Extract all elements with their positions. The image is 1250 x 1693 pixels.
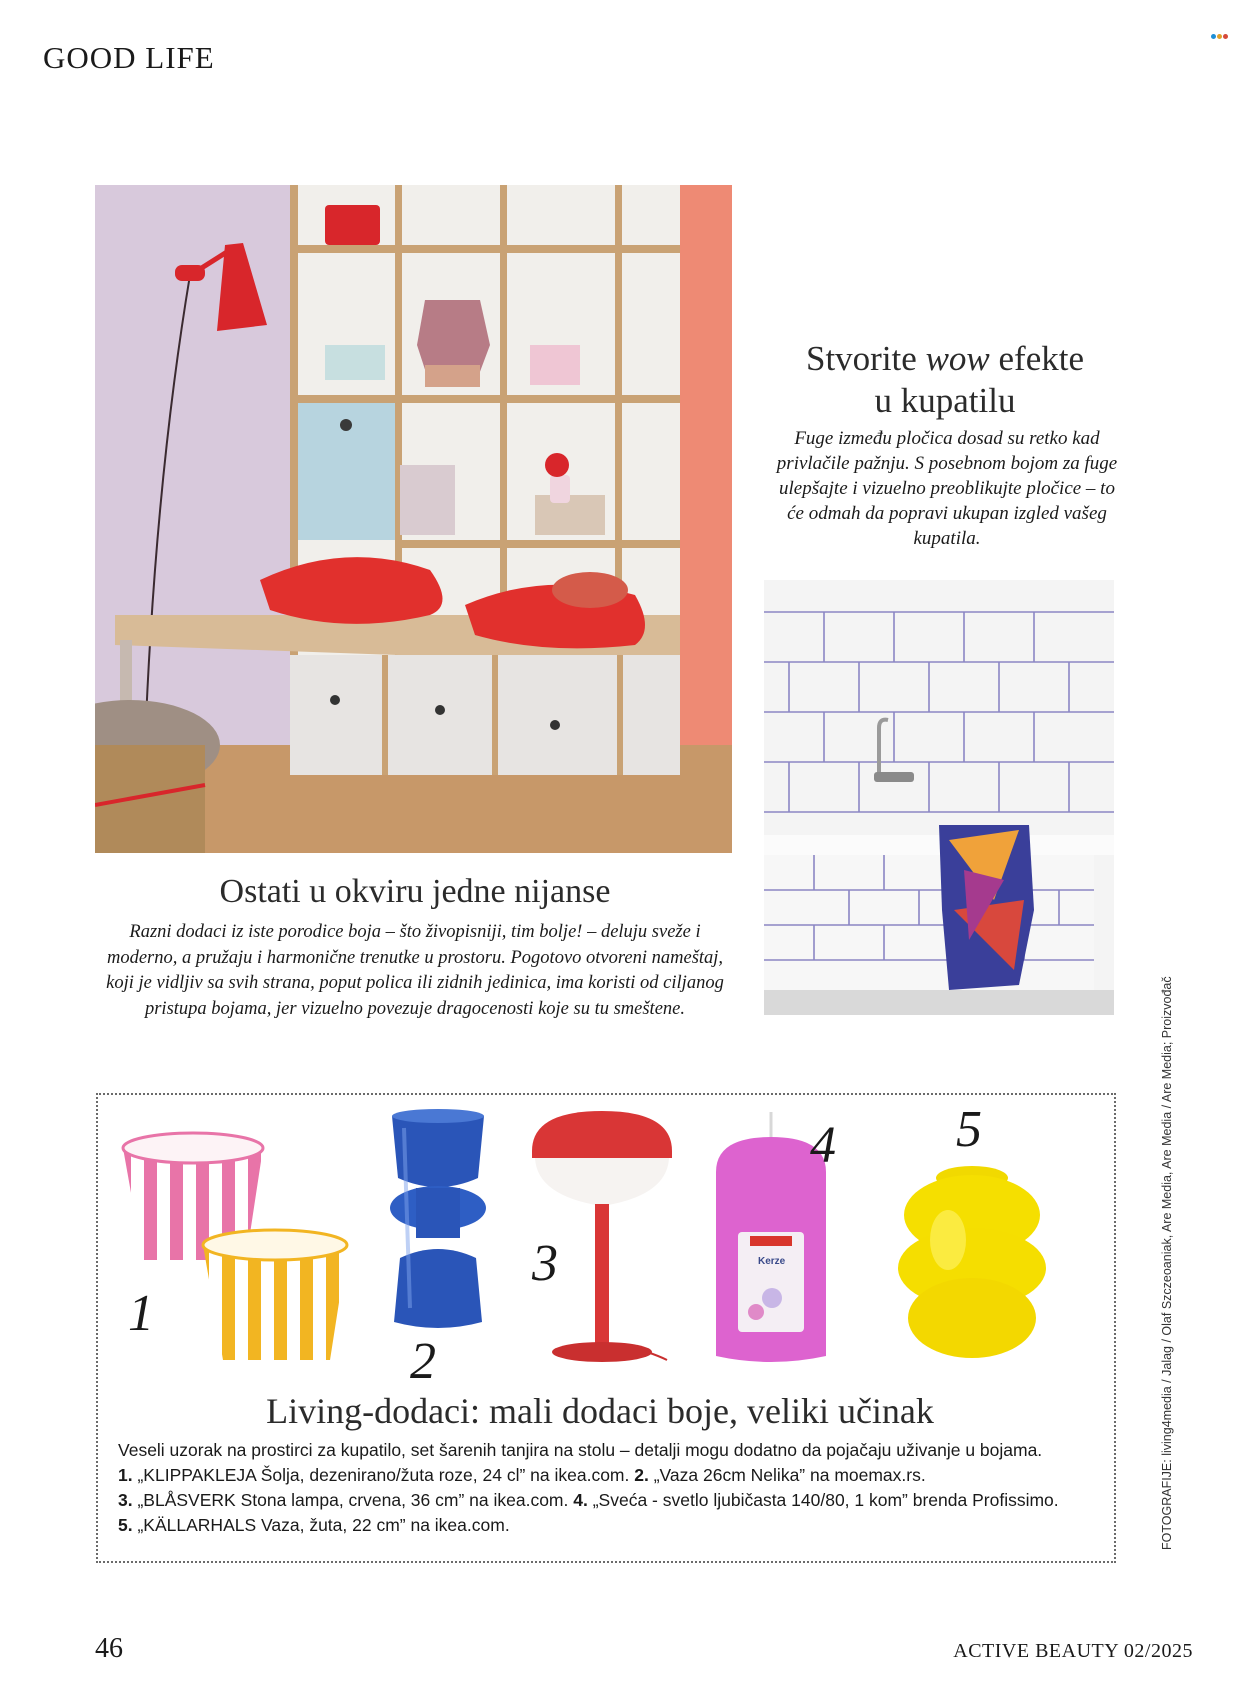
bathroom-title	[760, 338, 1130, 422]
bathroom-title-pre: Stvorite	[805, 339, 926, 378]
bathroom-illustration	[764, 580, 1114, 1015]
product-number-1: 1	[128, 1285, 154, 1342]
products-intro: Veseli uzorak na prostirci za kupatilo, set šarenih tanjira na stolu – detalji mogu dodatno da pojačaju uživanje u bojama.	[118, 1440, 1043, 1460]
shelf-illustration	[95, 185, 732, 853]
shelf-body: Razni dodaci iz iste porodice boja – što živopisniji, tim bolje! – deluju sveže i moderno, a pružaju i harmonične trenutke u prostoru. Pogotovo otvoreni nameštaj, koji je vidljiv sa svih strana, poput polica ili zidnih jedinica, ima koristi od ciljanog pristupa bojama, jer vizuelno povezuje dragocenosti koje su tu smeštene.	[106, 922, 724, 1019]
item-number: 1.	[118, 1465, 133, 1485]
yellow-vase-illustration	[898, 1160, 1046, 1368]
bathroom-title-em: wow	[925, 339, 990, 378]
bathroom-title-line2: u kupatilu	[874, 381, 1016, 420]
dot-red	[1223, 34, 1228, 39]
bathroom-body: Fuge između pločica dosad su retko kad privlačile pažnju. S posebnom bojom za fuge ulepšajte i vizuelno preoblikujte pločice – to će odmah da popravi ukupan izgled vašeg kupatila.	[776, 428, 1118, 549]
section-title: GOOD LIFE	[43, 40, 215, 75]
item-text: „BLÅSVERK Stona lampa, crvena, 36 cm” na ikea.com.	[137, 1490, 569, 1510]
product-yellow-vase	[898, 1160, 1046, 1368]
item-number: 5.	[118, 1515, 133, 1535]
product-blue-vase	[382, 1108, 494, 1332]
cups-illustration	[118, 1130, 358, 1380]
item-text: „KÄLLARHALS Vaza, žuta, 22 cm” na ikea.com.	[137, 1515, 510, 1535]
item-text: „Vaza 26cm Nelika” na moemax.rs.	[653, 1465, 926, 1485]
products-list-line-1	[118, 1463, 1108, 1488]
products-list-line-3	[118, 1513, 1108, 1538]
product-number-2: 2	[410, 1333, 436, 1390]
bathroom-photo	[764, 580, 1114, 1015]
candle-label: Kerze	[758, 1256, 786, 1267]
dot-orange	[1217, 34, 1222, 39]
item-number: 4.	[573, 1490, 588, 1510]
product-number-4: 4	[810, 1117, 836, 1174]
magazine-issue: ACTIVE BEAUTY 02/2025	[953, 1640, 1193, 1662]
dot-blue	[1211, 34, 1216, 39]
products-text	[118, 1438, 1108, 1538]
product-cups	[118, 1130, 358, 1380]
bathroom-heading	[760, 338, 1130, 422]
bathroom-title-post: efekte	[989, 339, 1084, 378]
item-text: „KLIPPAKLEJA Šolja, dezenirano/žuta roze, 24 cl” na ikea.com.	[137, 1465, 630, 1485]
shelf-photo	[95, 185, 732, 853]
item-number: 2.	[634, 1465, 649, 1485]
product-number-3: 3	[532, 1235, 558, 1292]
shelf-title: Ostati u okviru jedne nijanse	[219, 873, 611, 910]
item-text: „Sveća - svetlo ljubičasta 140/80, 1 kom” brenda Profissimo.	[592, 1490, 1059, 1510]
products-list-line-2	[118, 1488, 1108, 1513]
blue-vase-illustration	[382, 1108, 494, 1332]
page-number: 46	[95, 1633, 123, 1664]
item-number: 3.	[118, 1490, 133, 1510]
product-number-5: 5	[956, 1101, 982, 1158]
products-title: Living-dodaci: mali dodaci boje, veliki učinak	[266, 1391, 934, 1431]
corner-color-dots	[1210, 32, 1228, 42]
